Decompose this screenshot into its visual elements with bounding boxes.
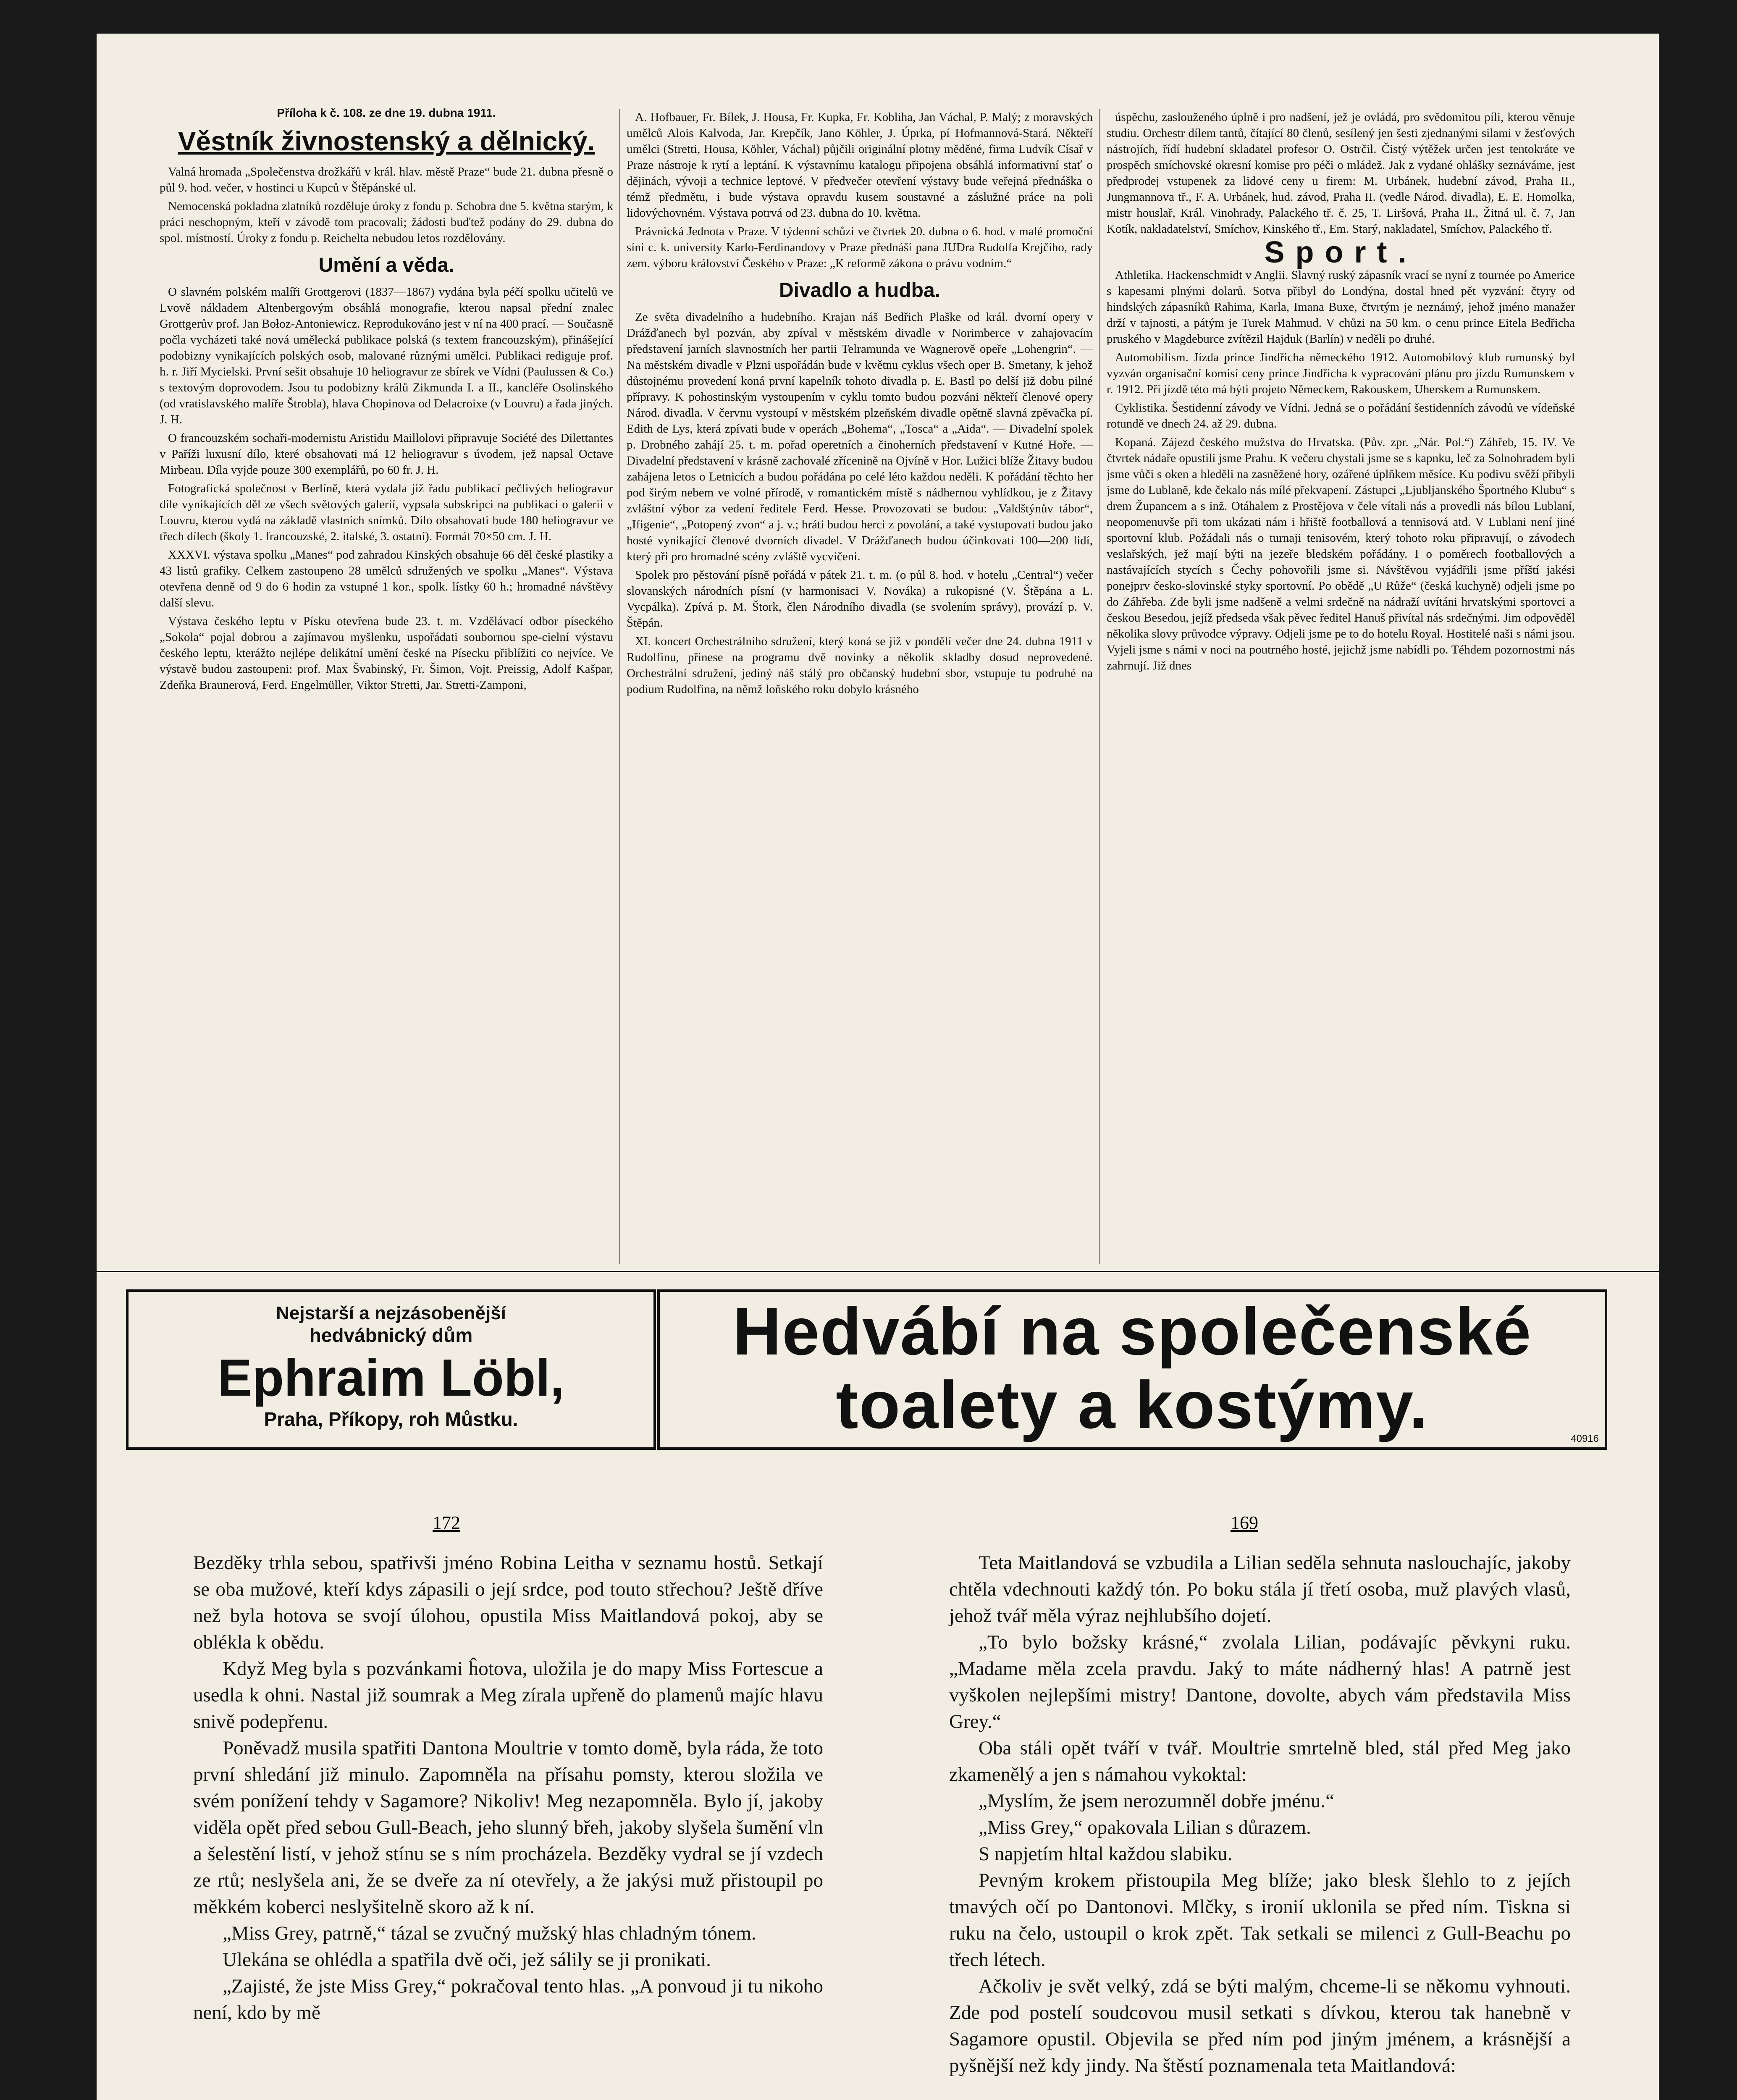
article-paragraph: O slavném polském malíři Grottgerovi (1837—1867) vydána byla péčí spolku učitelů ve Lvově nákladem Altenbergovým obsáhlá monografie, kterou napsal přední znalec Grottgerův prof. Jan Bołoz-Antoniewicz. Reprodukováno jest v ní na 400 prací. — Současně počla vycházeti také nová umělecká publikace polská (s textem francouzským), přinášející podobizny vynikajících polských osob, malované různými umělci. Publikaci rediguje prof. h. r. Jiří Mycielski. První sešit obsahuje 10 heliogravur ze sbírek ve Vídni (Paulussen & Co.) s textovým doprovodem. Jsou tu podobizny králů Zikmunda I. a II., kancléře Osolinského (od vratislavského malíře Štrobla), hlava Chopinova od Delacroixe (v Louvru) a řada jiných. J. H.: [160, 285, 613, 426]
ad-line: Nejstarší a nejzásobenější: [276, 1303, 506, 1323]
article-paragraph: Nemocenská pokladna zlatníků rozděluje úroky z fondu p. Schobra dne 5. května starým, k práci neschopným, kteří v závodě tom pracovali; žádosti buďtež podány do 29. dubna do spol. místností. Úroky z fondu p. Reichelta nebudou letos rozdělovány.: [160, 200, 613, 245]
book-paragraph: Když Meg byla s pozvánkami ĥotova, uložila je do mapy Miss Fortescue a usedla k ohni. Nastal již soumrak a Meg zírala upřeně do plamenů majíc hlavu snivě podepřenu.: [193, 1658, 823, 1732]
article-paragraph: Athletika. Hackenschmidt v Anglii. Slavný ruský zápasník vrací se nyní z tournée po Americe s kapesami plnými dolarů. Sotva přibyl do Londýna, dostal hned pět vyzvání: čtyry od hindských zápasníků Rahima, Karla, Imana Buxe, čtvrtým je neznámý, jehož jméno manažer drží v tajnosti, a pátým je Turek Mahmud. V chůzi na 50 km. o cenu prince Eitela Bedřicha pruského v Magdeburce zvítězil Hajduk (Barlín) v neděli po druhé.: [1107, 268, 1575, 346]
ad-line: hedvábnický dům: [309, 1324, 473, 1346]
section-title-theatre: Divadlo a hudba.: [779, 279, 941, 302]
ad-subline: toalety a kostýmy.: [836, 1367, 1429, 1442]
book-paragraph: Pevným krokem přistoupila Meg blíže; jako blesk šlehlo to z jejích tmavých očí po Dantonovi. Mlčky, s ironií uklonila se před ním. Tiskna si ruku na čelo, ustoupil o krok zpět. Tak setkali se milenci z Gull-Beachu po třech létech.: [949, 1869, 1571, 1971]
page-number-left: 172: [433, 1512, 460, 1533]
book-paragraph: „Miss Grey, patrně,“ tázal se zvučný mužský hlas chladným tónem.: [223, 1922, 756, 1944]
book-paragraph: Oba stáli opět tváří v tvář. Moultrie smrtelně bled, stál před Meg jako zkamenělý a jen s námahou vykoktal:: [949, 1737, 1571, 1785]
issue-header: Příloha k č. 108. ze dne 19. dubna 1911.: [277, 106, 496, 119]
article-paragraph: Právnická Jednota v Praze. V týdenní schůzi ve čtvrtek 20. dubna o 6. hod. v malé promoční síni c. k. university Karlo-Ferdinandovy v Praze přednáší pana JUDra Rudolfa Krejčího, rady zem. výboru království Českého v Praze: „K reformě zákona o právu vodním.“: [627, 225, 1093, 270]
separator-line: [97, 1271, 1659, 1272]
article-paragraph: Spolek pro pěstování písně pořádá v pátek 21. t. m. (o půl 8. hod. v hotelu „Central“) večer slovanských národních písní (v harmonisaci V. Nováka) a rukopisné (V. Štěpána a L. Vycpálka). Zpívá p. M. Štork, člen Národního divadla (se svolením správy), provází p. V. Štěpán.: [627, 568, 1093, 630]
newspaper-column-1: [160, 105, 613, 1264]
column-rule: [619, 109, 620, 1264]
book-paragraph: „To bylo božsky krásné,“ zvolala Lilian, podávajíc pěvkyni ruku. „Madame měla zcela pravdu. Jaký to máte nádherný hlas! A patrně jest vyškolen nejlepšími mistry! Dantone, dovolte, abych vám představila Miss Grey.“: [949, 1631, 1571, 1732]
book-paragraph: „Miss Grey,“ opakovala Lilian s důrazem.: [979, 1816, 1311, 1838]
section-title-art: Umění a věda.: [318, 254, 454, 276]
ad-number: 40916: [1571, 1433, 1599, 1444]
book-paragraph: „Myslím, že jsem nerozumněl dobře jménu.“: [979, 1790, 1335, 1812]
article-paragraph: XXXVI. výstava spolku „Manes“ pod zahradou Kinských obsahuje 66 děl české plastiky a 43 listů grafiky. Celkem zastoupeno 28 umělců sdružených ve spolku „Manes“. Výstava otevřena denně od 9 do 6 hodin za vstupné 1 kor., spolk. lístky 60 h.; hromadné návštěvy další slevu.: [160, 548, 613, 609]
ad-headline: Hedvábí na společenské: [732, 1294, 1532, 1369]
article-paragraph: XI. koncert Orchestrálního sdružení, který koná se již v pondělí večer dne 24. dubna 1911 v Rudolfinu, přinese na programu dvě novinky a několik skladby dosud neprovedené. Orchestrální sdružení, jediný náš stálý pro občanský hudební sbor, vstupuje tu podruhé na podium Rudolfina, na němž loňského roku dobylo krásného: [627, 635, 1093, 696]
article-paragraph: A. Hofbauer, Fr. Bílek, J. Housa, Fr. Kupka, Fr. Kobliha, Jan Váchal, P. Malý; z moravských umělců Alois Kalvoda, Jar. Krepčík, Jano Köhler, J. Úprka, pí Hofmannová-Stará. Někteří umělci (Stretti, Housa, Köhler, Váchal) půjčili originální plotny měděné, firma Ludvík Císař v Praze nástroje k rytí a leptání. K výstavnímu katalogu připojena obsáhlá informativní stať o dějinách, vývoji a technice leptové. V předvečer otevření výstavy bude veřejná přednáška o témž předmětu, i bude výstava opravdu kusem soustavné a záslužné práce na poli lidovýchovném. Výstava potrvá od 23. dubna do 10. května.: [627, 110, 1093, 220]
article-paragraph: Ze světa divadelního a hudebního. Krajan náš Bedřich Plaške od král. dvorní opery v Drážďanech byl pozván, aby zpíval v městském divadle v Norimberce v zahajovacím představení jarních slavnostních her partii Telramunda ve Wagnerově opeře „Lohengrin“. — Na městském divadle v Plzni uspořádán bude v květnu cyklus všech oper B. Smetany, k jehož důstojnému provedení koná první kapelník tohoto divadla p. E. Bastl po delší již dobu pilné přípravy. K pohostinským vystoupením v cyklu tomto budou pozváni někteří členové opery Národ. divadla. V červnu vystoupí v městském plzeňském divadle opětně slavná zpěvačka pí. Edith de Lys, která zpívati bude v operách „Bohema“, „Tosca“ a „Aida“. — Divadelní spolek p. Drobného zahájí 25. t. m. pořad operetních a činoherních představení v Kutné Hoře. — Divadelní představení v krásně zachovalé zřícenině na Ojvíně v Hor. Lužici blíže Žitavy budou zahájena letos o Letnicích a budou pořádána po celé léto každou neděli. K pořádání těchto her pod širým nebem ve volné přírodě, v romantickém místě s nádhernou vyhlídkou, je z Žitavy zvláštní výbor za vedení ředitele Ferd. Hesse. Provozovati se budou: „Valdštýnův tábor“, „Ifigenie“, „Potopený zvon“ a j. v.; hráti budou herci z povolání, a také vystupovati budou jako hosté vynikající členové dvorních divadel. V Drážďanech budou účinkovati 100—200 lidí, který při pro hromadné scény zvláště vycvičeni.: [627, 310, 1093, 563]
article-paragraph: Valná hromada „Společenstva drožkářů v král. hlav. městě Praze“ bude 21. dubna přesně o půl 9. hod. večer, v hostinci u Kupců v Štěpánské ul.: [160, 165, 613, 194]
book-paragraph: Poněvadž musila spatřiti Dantona Moultrie v tomto domě, byla ráda, že toto první shledání již minulo. Zapomněla na přísahu pomsty, kterou složila ve svém ponížení tehdy v Sagamore? Nikoliv! Meg nezapomněla. Bylo jí, jakoby viděla opět před sebou Gull-Beach, jeho slunný břeh, jakoby slyšela šumění vln a šelestění listí, v jehož stínu se s ním procházela. Bezděky vydral se jí vzdech ze rtů; neslyšela ani, že se dveře za ní otevřely, a že jakýsi muž přistoupil po měkkém koberci neslyšitelně skoro až k ní.: [193, 1737, 823, 1918]
advertisement-lobl: [126, 1289, 656, 1450]
book-paragraph: S napjetím hltal každou slabiku.: [979, 1843, 1233, 1865]
page-number-right: 169: [1231, 1512, 1258, 1533]
article-paragraph: Fotografická společnost v Berlíně, která vydala již řadu publikací pečlivých heliogravur díle vynikajících děl ze všech světových galerií, vypsala subskripci na publikaci o galerii v Louvru, kterou vydá na základě vlastních snímků. Dílo obsahovati bude 180 heliogravur ve třech dílech (školy 1. francouzské, 2. italské, 3. ostatní). Formát 70×50 cm. J. H.: [160, 482, 613, 543]
book-page-right: [949, 1550, 1571, 2100]
article-paragraph: Automobilism. Jízda prince Jindřicha německého 1912. Automobilový klub rumunský byl vyzván organisační komisí ceny prince Jindřicha k vypracování plánu pro jízdu Rumunskem v r. 1912. Při jízdě této má býti projeto Německem, Rakouskem, Uherskem a Rumunskem.: [1107, 351, 1575, 396]
book-page-left: [193, 1550, 823, 2100]
newspaper-column-2: [627, 109, 1093, 1264]
book-paragraph: „Zajisté, že jste Miss Grey,“ pokračoval tento hlas. „A ponvoud ji tu nikoho není, kdo by mě: [193, 1975, 823, 2024]
article-paragraph: O francouzském sochaři-modernistu Aristidu Maillolovi připravuje Société des Dilettantes v Paříži luxusní dílo, které obsahovati má 12 heliogravur s úvodem, jež napsal Octave Mirbeau. Díla vyjde pouze 300 exemplářů, po 60 fr. J. H.: [160, 431, 613, 477]
article-paragraph: Cyklistika. Šestidenní závody ve Vídni. Jedná se o pořádání šestidenních závodů ve vídeňské rotundě ve dnech 24. až 29. dubna.: [1107, 401, 1575, 430]
article-paragraph: Výstava českého leptu v Písku otevřena bude 23. t. m. Vzdělávací odbor píseckého „Sokola“ pojal dobrou a zajímavou myšlenku, uspořádati soubornou spe-cielní výstavu českého leptu, kterážto nejlépe delikátní umění české na Písecku přiblížiti co nejvíce. Ve výstavě budou zastoupeni: prof. Max Švabinský, Fr. Šimon, Vojt. Preissig, Adolf Kašpar, Zdeňka Braunerová, Ferd. Engelmüller, Viktor Stretti, Jar. Stretti-Zamponi,: [160, 614, 613, 692]
scanned-page: [97, 34, 1659, 2100]
section-title-sport: Sport.: [1264, 236, 1417, 269]
ad-brand: Ephraim Löbl,: [217, 1349, 565, 1407]
book-paragraph: Ulekána se ohlédla a spatřila dvě oči, jež sálily se ji pronikati.: [223, 1949, 711, 1971]
section-title-trade: Věstník živnostenský a dělnický.: [178, 126, 595, 156]
newspaper-column-3: [1107, 109, 1575, 1264]
book-paragraph: Teta Maitlandová se vzbudila a Lilian seděla sehnuta naslouchajíc, jakoby chtěla vdechnouti každý tón. Po boku stála jí třetí osoba, muž plavých vlasů, jehož tvář měla výraz nejhlubšího dojetí.: [949, 1552, 1571, 1627]
article-paragraph: Kopaná. Zájezd českého mužstva do Hrvatska. (Pův. zpr. „Nár. Pol.“) Záhřeb, 15. IV. Ve čtvrtek nádaře opustili jsme Prahu. K večeru chystali jsme se s kapnku, leč za Solnohradem byli jsme vůči s oken a hleděli na zasněžené hory, ozářené úplňkem měsíce. Ku podivu svěží přibyli jsme do Lublaně, kde čekalo nás mílé překvapení. Zástupci „Ljubljanského Športného Klubu“ s drem Župancem a s inž. Otáhalem z Prostějova v čele vítali nás a provedli nás bílou Lublaní, neopomenuvše při tom ukázati nám i hřiště footballová a tennisová atd. V Lublani není jiné sportovní klub. Požádali nás o turnaji tenisovém, který tohoto roku připravují, o závodech veslařských, jež mají býti na jezeře bledském pořádány. I o poměrech footballových a nastávajících stycích s Čechy pohovořili jsme si. Návštěvou vyjádřili jsme příští jakési ponejprv česko-slovinské styky sportovní. Po obědě „U Růže“ (česká kuchyně) odjeli jsme po do Záhřeba. Zde byli jsme nadšeně a velmi srdečně na nádraží uvítáni hrvatskými sportovci a českou Besedou, jejíž předseda však pěvec ředitel Hanuš přivítal nás srdečnými. Jim odpověděl několika slovy průvodce výpravy. Odjeli jsme pe to do hotelu Royal. Hostitelé naši s námi jsou. Vyjeli jsme s námi v noci na poutrného hosté, jejichž jsme nabídli po. Téhdem pozornostmi nás zahrnují. Již dnes: [1107, 436, 1575, 672]
ad-address: Praha, Příkopy, roh Můstku.: [264, 1408, 518, 1430]
book-paragraph: Ačkoliv je svět velký, zdá se býti malým, chceme-li se někomu vyhnouti. Zde pod postelí soudcovou musil setkati s dívkou, kterou tak hanebně v Sagamore opustil. Objevila se před ním pod jiným jménem, a krásnější a pyšnější než kdy jindy. Na štěstí poznamenala teta Maitlandová:: [949, 1975, 1571, 2076]
article-paragraph: úspěchu, zaslouženého úplně i pro nadšení, jež je ovládá, pro svědomitou píli, kterou věnuje studiu. Orchestr dílem tantů, čítající 80 členů, sesílený jen šesti zjednanými silami v žesťových nástrojích, řídí hudební skladatel profesor O. Ostrčil. Čistý výtěžek určen jest tentokráte ve prospěch smíchovské okresní komise pro péči o mládež. Jak z vydané ohlášky seznáváme, jest předprodej vstupenek za lidové ceny u firem: M. Urbánek, hudební závod, Praha II., Jungmannova tř., F. A. Urbánek, hud. závod, Praha II. (vedle Národ. divadla), E. E. Homolka, mistr houslař, Král. Vinohrady, Palackého tř. č. 25, T. Liršová, Praha II., Žitná ul. č. 7, Jan Kotík, nakladatelství, Smíchov, Kinského tř., Em. Starý, nakladatel, Smíchov, Palackého tř.: [1107, 110, 1575, 236]
advertisement-silk: [657, 1289, 1607, 1450]
book-paragraph: Bezděky trhla sebou, spatřivši jméno Robina Leitha v seznamu hostů. Setkají se oba mužové, kteří kdys zápasili o její srdce, pod touto střechou? Ještě dříve než byla hotova se svojí úlohou, opustila Miss Maitlandová pokoj, aby se oblékla k obědu.: [193, 1552, 823, 1653]
column-rule: [1099, 109, 1100, 1264]
